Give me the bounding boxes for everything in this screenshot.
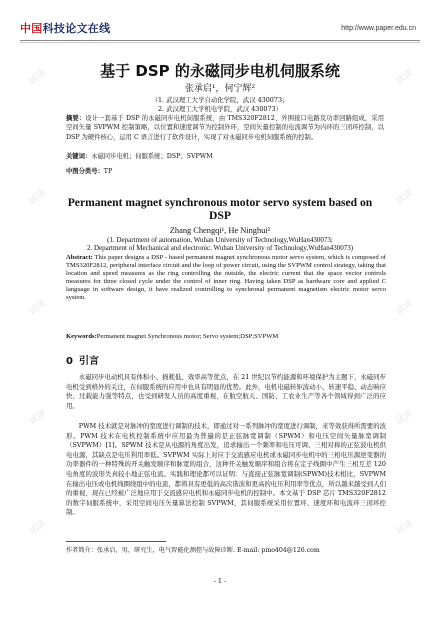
- abstract-cn-text: 设计一套基于 DSP 的永磁同步电机伺服系统，由 TMS320F2812、外围接口电路及功率回路组成，采用空间矢量 SVPWM 控制策略，以位置和速度调节为控制外环，空间矢量控制的电流调节为内环的三闭环控制，以 DSP 为硬件核心，运用 C 语言进行了软件设计，实现了对永磁同步电机伺服系统的控制。: [66, 115, 384, 141]
- classification-value: TP: [103, 168, 113, 175]
- affiliation-cn-1: （1. 武汉理工大学自动化学院，武汉 430073；: [151, 96, 289, 104]
- authors-cn: 张承启¹，何宁辉²: [184, 84, 256, 94]
- keywords-cn: [66, 152, 384, 161]
- site-url-link[interactable]: http://www.paper.edu.cn: [341, 25, 416, 32]
- affiliation-en-2: 2. Department of Mechanical and electronic. Wuhan University of Technology,WuHan430073): [86, 244, 354, 252]
- abstract-cn: [66, 114, 384, 142]
- abstract-en: [66, 254, 386, 301]
- authors-en: Zhang Chengqi¹, He Ninghui²: [169, 226, 271, 235]
- keywords-cn-text: 永磁同步电机；伺服系统；DSP；SVPWM: [91, 153, 213, 160]
- watermark: 试读: [27, 298, 49, 317]
- section-number: 0: [66, 356, 73, 367]
- watermark: 试读: [27, 188, 49, 207]
- footnote-divider: [66, 541, 166, 542]
- watermark: 试读: [27, 68, 49, 87]
- header-divider: [20, 40, 420, 41]
- watermark: 试读: [394, 68, 416, 87]
- body-paragraph-1: 永磁同步电动机具有体积小、损耗低、效率高等优点，在 21 世纪以节约能源和环境保护为主题下，永磁同步电机受到格外的关注，在伺服系统的应用中也具有明显的优势。此外，电机电磁转矩波动小、转速平稳、动态响应快、过载能力强等特点，也受到研发人员的高度重视，在航空航天、国防、工农业生产等各个领域得到广泛的应用。: [66, 373, 386, 410]
- paper-title-en: Permanent magnet synchronous motor servo system based on DSP: [67, 196, 373, 222]
- watermark: 试读: [27, 518, 49, 537]
- abstract-en-text: This paper designs a DSP - based permanent magnet synchronous motor servo system, which is composed of TMS320F2812, peripheral interface circuit and the loop of power circuit, using the SVPWM control strategy, taking that location and speed measures as the ring controlling the outside, the electric current that the space vector controls measures for three closed cycle under the control of inner ring. Having taken DSP as hardware core and applied C language in software design, it have realized controlling to synchronal permanent magnetism electric motor servo system.: [66, 254, 386, 301]
- affiliation-en-1: (1. Department of automation, Wuhan University of Technology,WuHan430073;: [107, 236, 333, 244]
- watermark: 试读: [394, 518, 416, 537]
- keywords-en: [66, 333, 386, 341]
- body-paragraph-2: PWM 技术就是对脉冲的宽度进行调制的技术，即通过对一系列脉冲的宽度进行调制，来等效获得所需要的波形。PWM 技术在电机控制系统中应用最为普遍的是正弦脉宽调制（SPWM）和电压空间矢量脉宽调制（SVPWM）[1]。SPWM 技术是从电源的角度出发，追求输出一个频率和电压可调、三相对称的正弦波电机供电电源，其缺点是电压利用率低。SVPWM 实际上对应于交流感应电机或永磁同步电机中的三相电压源逆变器的功率器件的一种特殊的开关触发顺序和脉宽的组合，这种开关触发顺序和组合将在定子线圈中产生三相互差 120 电角度的波形失真较小地正弦电流。实践和理论都可以证明：与直接正弦脉宽调制(SPWM)技术相比，SVPWM 在输出电压或电机线圈绕组中的电流，都将具有更低的高次谐波和更高的电压利用率等优点，所以越来越受到人们的重视，现在已经被广泛地应用于交流感应电机和永磁同步电机的控制中。本文基于 DSP 芯片 TMS320F2812 的数字伺服系统中，采用空间电压矢量算法控制 SVPWM，其伺服系统采用位置环、速度环和电流环三闭环控制。: [66, 422, 386, 517]
- keywords-en-text: Permanent magnet Synchronous motor; Servo system;DSP;SVPWM: [96, 333, 279, 340]
- logo-part-1: 中国: [20, 22, 43, 35]
- logo-part-2: 科技论文在线: [42, 22, 111, 35]
- keywords-cn-label: 关键词：: [66, 153, 92, 160]
- section-heading: [66, 352, 99, 367]
- author-footnote: 作者简介：张承启，男，研究生，电气智能化测控与故障诊断. E-mail: pino404@126.com: [66, 547, 320, 554]
- header-divider-thin: [20, 42, 420, 43]
- watermark: 试读: [394, 188, 416, 207]
- classification-code: [66, 167, 384, 176]
- watermark: 试读: [394, 408, 416, 427]
- paper-title-cn: 基于 DSP 的永磁同步电机伺服系统: [100, 62, 340, 80]
- abstract-en-label: Abstract:: [66, 254, 93, 261]
- abstract-cn-label: 摘要：: [66, 115, 86, 122]
- page-number: - 1 -: [213, 577, 227, 585]
- classification-label: 中图分类号：: [66, 168, 104, 175]
- site-logo[interactable]: [20, 20, 110, 36]
- keywords-en-label: Keywords:: [66, 333, 97, 340]
- affiliation-cn-2: 2. 武汉理工大学机电学院，武汉 430073）: [157, 105, 283, 113]
- section-title: 引言: [78, 356, 99, 367]
- watermark: 试读: [27, 408, 49, 427]
- watermark: 试读: [394, 298, 416, 317]
